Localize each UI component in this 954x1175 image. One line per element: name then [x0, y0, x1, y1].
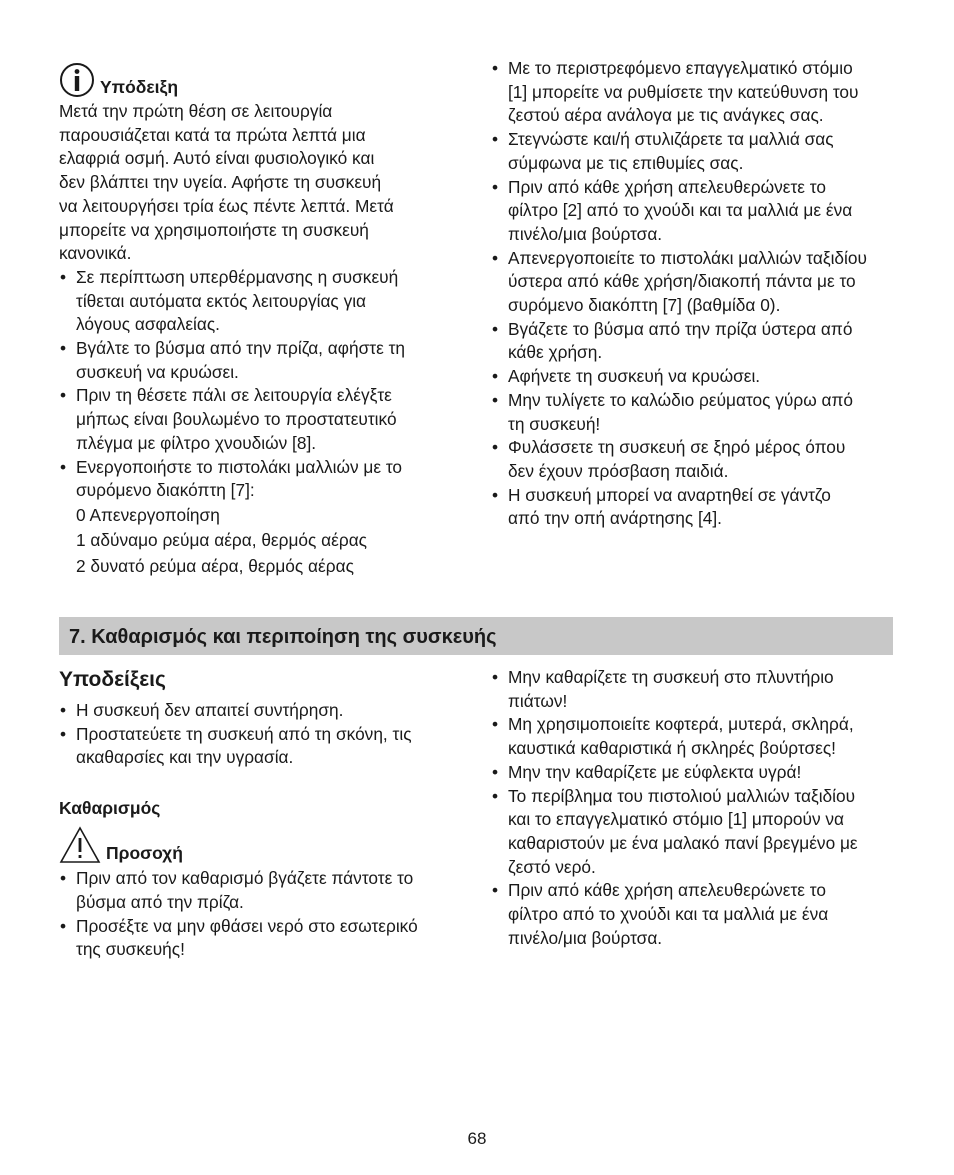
list-line: και το επαγγελματικό στόμιο [1] μπορούν να	[508, 809, 845, 830]
list-item	[59, 723, 459, 770]
list-line: • Αφήνετε τη συσκευή να κρυώσει.	[508, 366, 761, 387]
note-line: μπορείτε να χρησιμοποιήστε τη συσκευή	[59, 219, 369, 240]
list-line: • Πριν τη θέσετε πάλι σε λειτουργία ελέγξτε	[76, 385, 392, 406]
list-line: πλέγμα με φίλτρο χνουδιών [8].	[76, 432, 317, 453]
list-line: από την οπή ανάρτησης [4].	[508, 508, 722, 529]
list-line: • Προσέξτε να μην φθάσει νερό στο εσωτερικό	[76, 915, 418, 936]
list-item	[491, 176, 901, 247]
list-line: • Η συσκευή δεν απαιτεί συντήρηση.	[76, 700, 344, 720]
list-item	[491, 318, 901, 365]
caution-list	[59, 867, 459, 962]
section-heading: 7. Καθαρισμός και περιποίηση της συσκευής	[59, 617, 893, 655]
top-right-column	[491, 57, 901, 531]
list-item	[491, 365, 901, 389]
tips-list	[59, 699, 459, 770]
list-item	[59, 456, 459, 503]
list-line: συσκευή να κρυώσει.	[76, 361, 239, 382]
note-bullet-list	[59, 266, 459, 503]
list-line: [1] μπορείτε να ρυθμίσετε την κατεύθυνση του	[508, 81, 859, 102]
list-line: • Πριν από τον καθαρισμό βγάζετε πάντοτε το	[76, 868, 414, 889]
note-line: ελαφριά οσμή. Αυτό είναι φυσιολογικό και	[59, 148, 375, 169]
list-line: • Απενεργοποιείτε το πιστολάκι μαλλιών ταξιδίου	[508, 247, 867, 268]
list-line: • Φυλάσσετε τη συσκευή σε ξηρό μέρος όπου	[508, 437, 846, 458]
list-line: ακαθαρσίες και την υγρασία.	[76, 747, 294, 768]
bottom-right-column	[491, 666, 901, 950]
list-line: λόγους ασφαλείας.	[76, 314, 220, 335]
list-item	[491, 57, 901, 128]
usage-bullet-list	[491, 57, 901, 531]
list-line: • Προστατεύετε τη συσκευή από τη σκόνη, τις	[76, 723, 412, 744]
list-item	[491, 785, 901, 880]
list-line: πινέλο/μια βούρτσα.	[508, 927, 663, 948]
list-line: τη συσκευή!	[508, 413, 601, 434]
list-item	[491, 128, 901, 175]
list-line: • Ενεργοποιήστε το πιστολάκι μαλλιών με το	[76, 456, 403, 477]
list-line: • Πριν από κάθε χρήση απελευθερώνετε το	[508, 176, 826, 197]
list-line: πιάτων!	[508, 690, 568, 711]
list-line: • Με το περιστρεφόμενο επαγγελματικό στόμιο	[508, 58, 853, 78]
list-line: • Μην την καθαρίζετε με εύφλεκτα υγρά!	[508, 761, 802, 782]
list-line: • Βγάζετε το βύσμα από την πρίζα ύστερα από	[508, 318, 853, 339]
tips-heading: Υποδείξεις	[59, 668, 166, 691]
info-icon	[59, 62, 95, 98]
list-line: φίλτρο από το χνούδι και τα μαλλιά με ένα	[508, 904, 829, 925]
caution-header	[59, 822, 459, 864]
list-line: μήπως είναι βουλωμένο το προστατευτικό	[76, 409, 397, 430]
list-item	[59, 867, 459, 914]
warning-triangle-icon	[59, 826, 101, 864]
note-line: Μετά την πρώτη θέση σε λειτουργία	[59, 101, 333, 121]
list-item	[491, 713, 901, 760]
note-title: Υπόδειξη	[100, 77, 179, 97]
list-item	[491, 666, 901, 713]
list-item	[59, 266, 459, 337]
list-line: τίθεται αυτόματα εκτός λειτουργίας για	[76, 290, 367, 311]
list-item	[491, 761, 901, 785]
list-line: πινέλο/μια βούρτσα.	[508, 223, 663, 244]
note-line: δεν βλάπτει την υγεία. Αφήστε τη συσκευή	[59, 172, 382, 193]
note-line: να λειτουργήσει τρία έως πέντε λεπτά. Μετά	[59, 195, 394, 216]
list-line: • Η συσκευή μπορεί να αναρτηθεί σε γάντζο	[508, 484, 831, 505]
list-line: • Πριν από κάθε χρήση απελευθερώνετε το	[508, 880, 826, 901]
list-line: συρόμενο διακόπτη [7] (βαθμίδα 0).	[508, 295, 781, 316]
list-line: • Στεγνώστε και/ή στυλιζάρετε τα μαλλιά σας	[508, 129, 834, 150]
cleaning-heading: Καθαρισμός	[59, 798, 161, 819]
list-line: καθαριστούν με ένα μαλακό πανί βρεγμένο με	[508, 832, 858, 853]
list-item	[491, 436, 901, 483]
list-item	[59, 699, 459, 723]
list-line: ζεστού αέρα ανάλογα με τις ανάγκες σας.	[508, 105, 824, 126]
switch-settings	[59, 503, 459, 580]
list-item	[491, 389, 901, 436]
list-line: συρόμενο διακόπτη [7]:	[76, 480, 255, 501]
page-number: 68	[467, 1129, 487, 1148]
note-header	[59, 58, 459, 98]
list-line: της συσκευής!	[76, 939, 185, 960]
list-line: καυστικά καθαριστικά ή σκληρές βούρτσες!	[508, 738, 836, 759]
list-line: δεν έχουν πρόσβαση παιδιά.	[508, 460, 729, 481]
note-line: παρουσιάζεται κατά τα πρώτα λεπτά μια	[59, 124, 366, 145]
list-item	[59, 915, 459, 962]
caution-title: Προσοχή	[106, 843, 183, 864]
list-line: • Μη χρησιμοποιείτε κοφτερά, μυτερά, σκληρά,	[508, 714, 854, 735]
list-line: σύμφωνα με τις επιθυμίες σας.	[508, 152, 744, 173]
cleaning-list	[491, 666, 901, 950]
setting-2: 2 δυνατό ρεύμα αέρα, θερμός αέρας	[76, 555, 354, 576]
list-item	[491, 247, 901, 318]
list-line: • Μην καθαρίζετε τη συσκευή στο πλυντήριο	[508, 667, 834, 687]
list-line: ύστερα από κάθε χρήση/διακοπή πάντα με το	[508, 271, 856, 292]
note-text	[59, 100, 459, 266]
list-line: φίλτρο [2] από το χνούδι και τα μαλλιά με ένα	[508, 200, 853, 221]
list-line: • Μην τυλίγετε το καλώδιο ρεύματος γύρω από	[508, 389, 854, 410]
list-item	[491, 879, 901, 950]
list-line: • Βγάλτε το βύσμα από την πρίζα, αφήστε τη	[76, 338, 406, 359]
list-line: • Σε περίπτωση υπερθέρμανσης η συσκευή	[76, 266, 399, 287]
bottom-left-column	[59, 667, 459, 962]
list-item	[59, 337, 459, 384]
list-line: • Το περίβλημα του πιστολιού μαλλιών ταξιδίου	[508, 785, 856, 806]
setting-0: 0 Απενεργοποίηση	[76, 504, 220, 525]
list-item	[491, 484, 901, 531]
list-item	[59, 384, 459, 455]
list-line: βύσμα από την πρίζα.	[76, 891, 244, 912]
list-line: ζεστό νερό.	[508, 856, 596, 877]
top-left-column	[59, 58, 459, 579]
setting-1: 1 αδύναμο ρεύμα αέρα, θερμός αέρας	[76, 530, 368, 551]
list-line: κάθε χρήση.	[508, 342, 603, 363]
note-line: κανονικά.	[59, 243, 132, 264]
